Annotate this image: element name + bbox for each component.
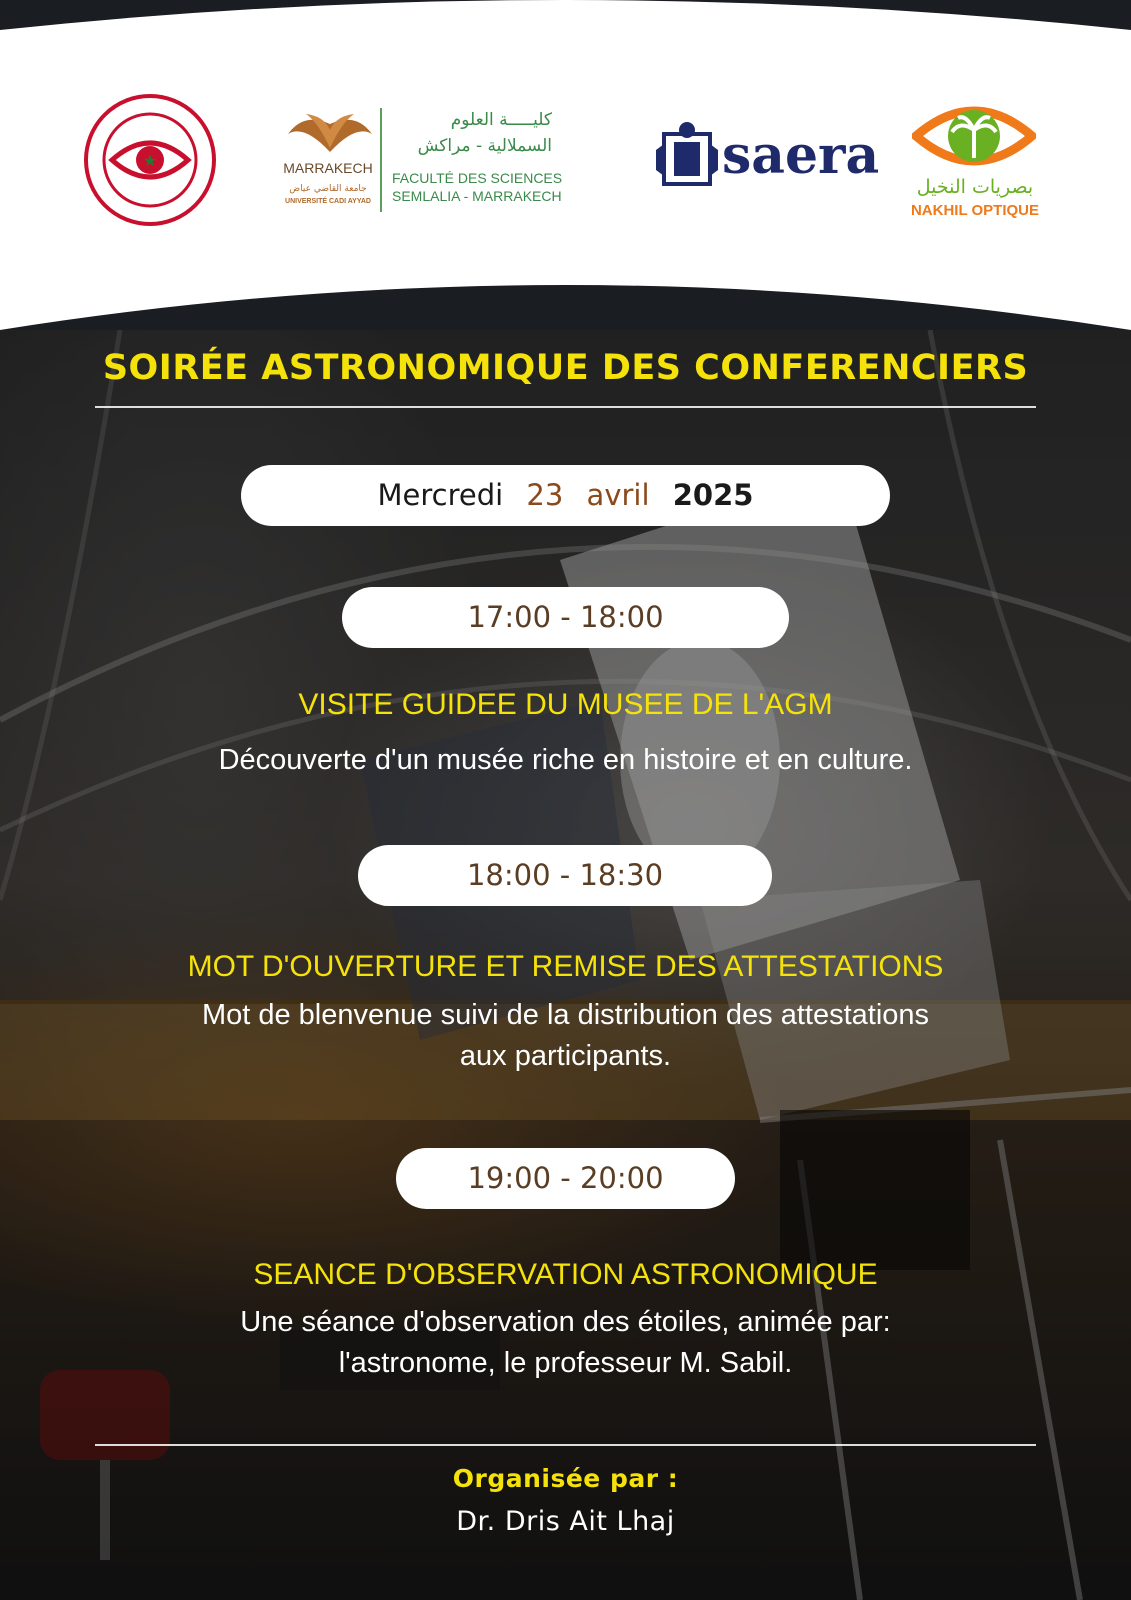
session-1-description-line-1: Découverte d'un musée riche en histoire et en culture. (218, 744, 913, 776)
session-3-title: SEANCE D'OBSERVATION ASTRONOMIQUE (253, 1258, 878, 1291)
title-divider (95, 406, 1036, 408)
session-2-description (60, 995, 1071, 1077)
date-weekday: Mercredi (377, 478, 504, 512)
fssm-faculty-fr-1: FACULTÉ DES SCIENCES (392, 170, 563, 186)
fssm-university-fr: UNIVERSITÉ CADI AYYAD (285, 198, 371, 205)
organizer-name: Dr. Dris Ait Lhaj (456, 1506, 675, 1537)
date-month: avril (586, 478, 650, 512)
event-title: SOIRÉE ASTRONOMIQUE DES CONFERENCIERS (102, 348, 1029, 388)
session-2-description-line-1: Mot de blenvenue suivi de la distribution des attestations (201, 999, 930, 1031)
session-3-time: 19:00 - 20:00 (396, 1148, 735, 1209)
session-3-description-line-2: l'astronome, le professeur M. Sabil. (338, 1347, 793, 1379)
svg-text:★: ★ (142, 151, 158, 170)
date-year: 2025 (672, 478, 754, 512)
fssm-faculty-ar-1: كليـــــة العلوم (450, 110, 552, 130)
nakhil-latin-name: NAKHIL OPTIQUE (910, 202, 1040, 219)
session-1-title: VISITE GUIDEE DU MUSEE DE L'AGM (298, 688, 833, 721)
organizer-label: Organisée par : (452, 1464, 679, 1493)
nakhil-arabic-name: بصريات النخيل (916, 176, 1034, 198)
saera-wordmark: saera (722, 125, 880, 186)
footer-divider (95, 1444, 1036, 1446)
session-1-description (60, 740, 1071, 781)
fssm-city: MARRAKECH (283, 160, 373, 176)
session-2-time: 18:00 - 18:30 (358, 845, 772, 906)
session-2-title: MOT D'OUVERTURE ET REMISE DES ATTESTATIONS (187, 950, 944, 983)
session-3-description-line-1: Une séance d'observation des étoiles, animée par: (240, 1306, 891, 1338)
fssm-university-ar: جامعة القاضي عياض (289, 184, 367, 194)
fssm-faculty-fr-2: SEMLALIA - MARRAKECH (392, 188, 562, 204)
fssm-faculty-ar-2: السملالية - مراكش (417, 136, 552, 156)
session-3-description (60, 1302, 1071, 1384)
date-pill (241, 465, 890, 526)
session-1-time: 17:00 - 18:00 (342, 587, 789, 648)
date-day: 23 (526, 478, 564, 512)
session-2-description-line-2: aux participants. (459, 1040, 672, 1072)
